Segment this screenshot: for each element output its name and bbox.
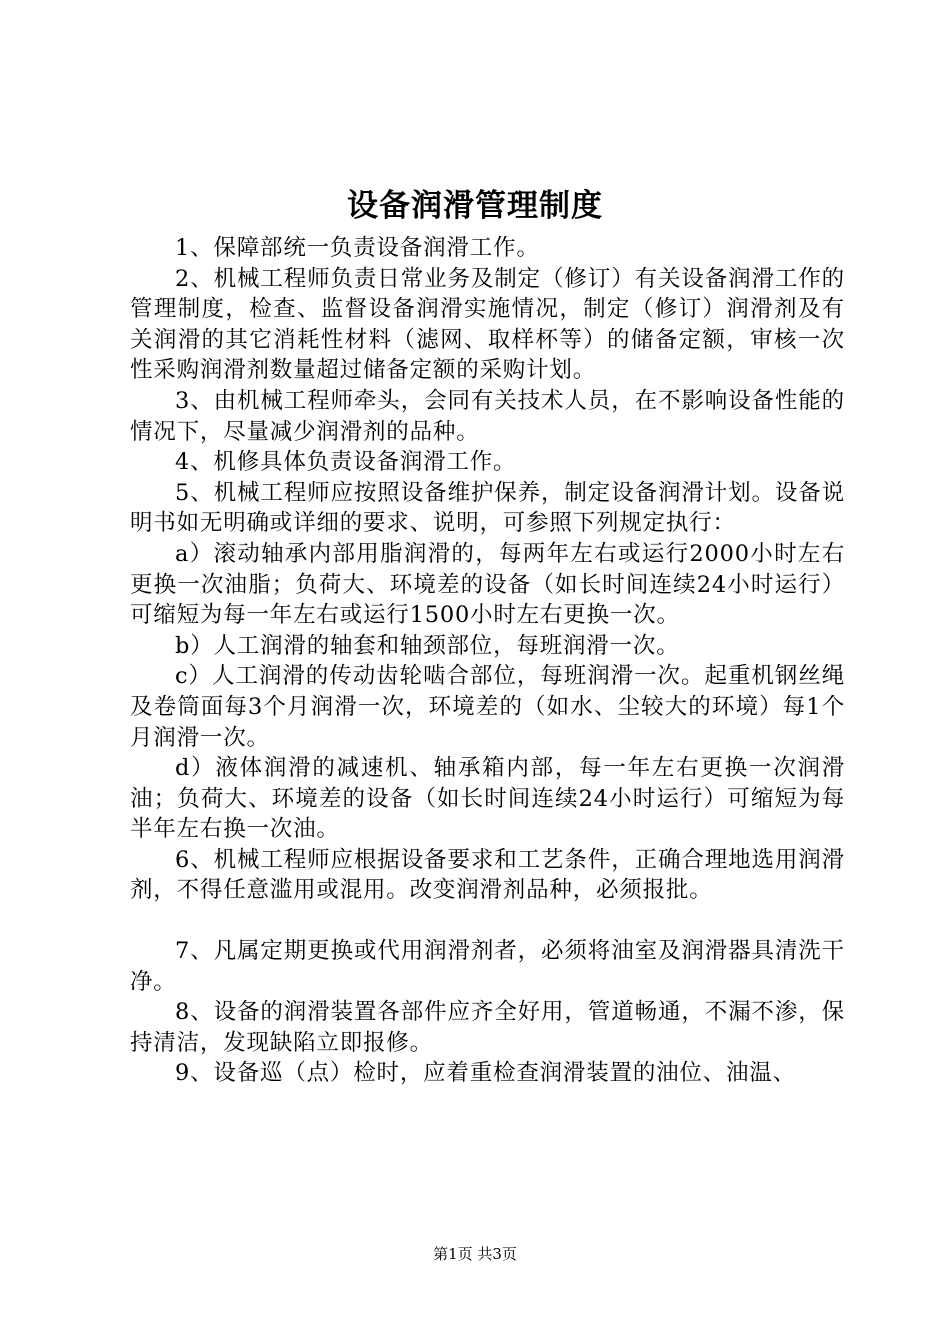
paragraph-4: 4、机修具体负责设备润滑工作。 [175,449,517,476]
paragraph-7: 7、凡属定期更换或代用润滑剂者，必须将油室及润滑器具清洗干净。 [130,938,845,995]
paragraph-6: 6、机械工程师应根据设备要求和工艺条件，正确合理地选用润滑剂，不得任意滥用或混用。改变润滑剂品种，必须报批。 [130,846,845,904]
paragraph-5: 5、机械工程师应按照设备维护保养，制定设备润滑计划。设备说明书如无明确或详细的要求、说明，可参照下列规定执行： [130,479,845,537]
paragraph-3: 3、由机械工程师牵头，会同有关技术人员，在不影响设备性能的情况下，尽量减少润滑剂的品种。 [130,387,845,445]
paragraph-8: 8、设备的润滑装置各部件应齐全好用，管道畅通，不漏不渗，保持清洁，发现缺陷立即报修。 [130,999,845,1056]
page-footer: 第1页 共3页 [433,1245,517,1263]
paragraph-9: 9、设备巡（点）检时，应着重检查润滑装置的油位、油温、 [175,1060,796,1087]
paragraph-5c: c）人工润滑的传动齿轮啮合部位，每班润滑一次。起重机钢丝绳及卷筒面每3个月润滑一次，环境差的（如水、尘较大的环境）每1个月润滑一次。 [130,663,845,751]
paragraph-5a: a）滚动轴承内部用脂润滑的，每两年左右或运行2000小时左右更换一次油脂；负荷大、环境差的设备（如长时间连续24小时运行）可缩短为每一年左右或运行1500小时左右更换一次。 [130,540,845,629]
paragraph-1: 1、保障部统一负责设备润滑工作。 [175,235,540,261]
document-body [130,233,845,1089]
paragraph-2: 2、机械工程师负责日常业务及制定（修订）有关设备润滑工作的管理制度，检查、监督设备润滑实施情况，制定（修订）润滑剂及有关润滑的其它消耗性材料（滤网、取样杯等）的储备定额，审核一次性采购润滑剂数量超过储备定额的采购计划。 [130,265,845,384]
document-title: 设备润滑管理制度 [347,188,603,224]
paragraph-5d: d）液体润滑的减速机、轴承箱内部，每一年左右更换一次润滑油；负荷大、环境差的设备（如长时间连续24小时运行）可缩短为每半年左右换一次油。 [130,755,845,843]
paragraph-5b: b）人工润滑的轴套和轴颈部位，每班润滑一次。 [175,632,680,659]
